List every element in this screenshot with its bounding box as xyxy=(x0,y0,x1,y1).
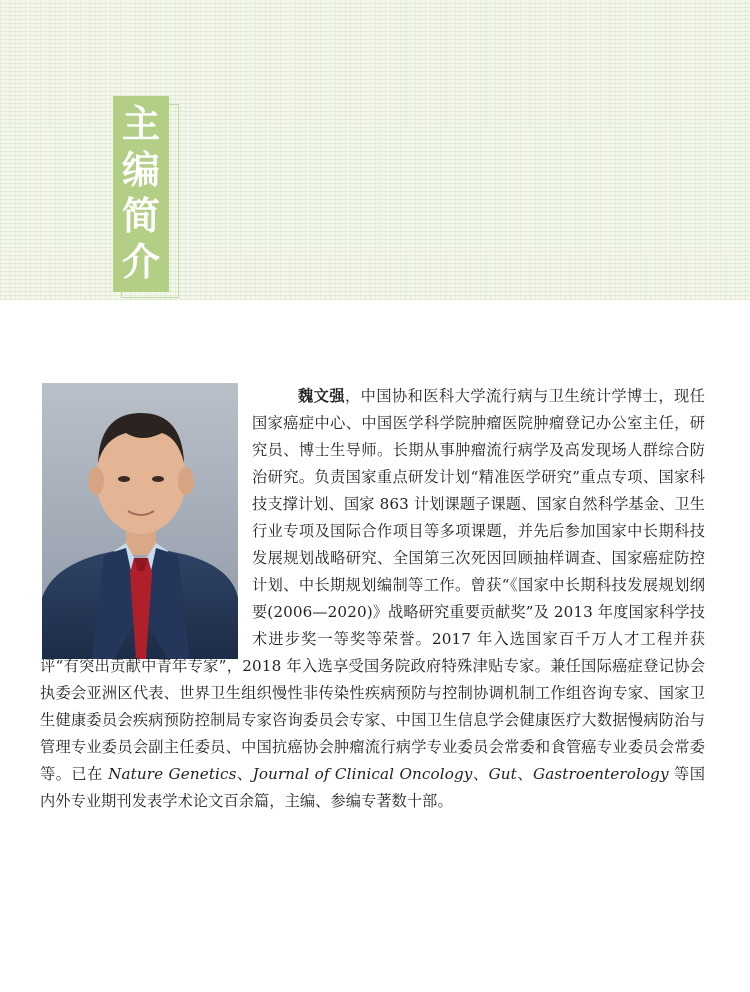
separator: 、 xyxy=(236,765,253,783)
journal-name: Nature Genetics xyxy=(108,765,237,783)
section-title-char: 编 xyxy=(121,147,160,192)
separator: 、 xyxy=(516,765,533,783)
journal-name: Journal of Clinical Oncology xyxy=(252,765,473,783)
journal-name: Gastroenterology xyxy=(533,765,669,783)
bio-text: 等国内外专业期刊发表学术论文百余篇，主编、参编专著数十部。 xyxy=(40,765,705,810)
section-title-char: 主 xyxy=(121,101,160,146)
bio-lead-indent xyxy=(252,387,298,405)
bio-text: ，中国协和医科大学流行病与卫生统计学博士，现任国家癌症中心、中国医学科学院肿瘤医院肿瘤登记办公室主任，研究员、博士生导师。长期从事肿瘤流行病学及高发现场人群综合防治研究。负责国家重点研发计划“精准医学研究”重点专项、国家科技支撑计划、国家 863 计划课题子课题、国家自然科学基金、卫生行业专项及国际合作项目等多项课题，并先后参加国家中长期科技发展规划战略研究、全国第三次死因回顾抽样调查、国家癌症防控计划、中长期规划编制等工作。曾获“《国家中长期科技发展规划纲要(2006—2020)》战略研究重要贡献奖”及 2013 年度国家科学技术进步奖一等奖等荣誉。2017 年入选国家百千万人才工程并获评“有突出贡献中青年专家”，2018 年入选享受国务院政府特殊津贴专家。兼任国际癌症登记协会执委会亚洲区代表、世界卫生组织慢性非传染性疾病预防与控制协调机制工作组咨询专家、国家卫生健康委员会疾病预防控制局专家咨询委员会专家、中国卫生信息学会健康医疗大数据慢病防治与管理专业委员会副主任委员、中国抗癌协会肿瘤流行病学专业委员会常委和食管癌专业委员会常委等。已在 xyxy=(40,387,705,783)
author-name: 魏文强 xyxy=(298,387,346,405)
section-title-char: 介 xyxy=(121,239,160,284)
portrait-spacer xyxy=(40,383,252,653)
author-bio xyxy=(40,383,705,815)
journal-name: Gut xyxy=(488,765,517,783)
section-title xyxy=(113,96,169,292)
separator: 、 xyxy=(472,765,489,783)
section-title-char: 简 xyxy=(121,193,160,238)
